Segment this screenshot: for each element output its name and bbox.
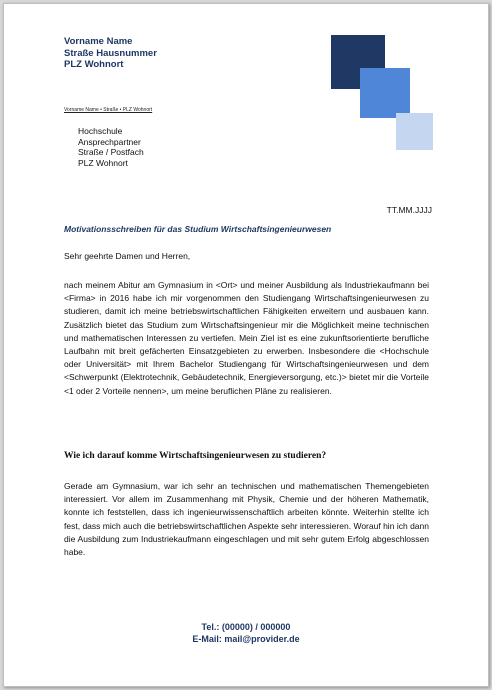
sender-name: Vorname Name [64,36,133,47]
decorative-square-light [396,113,433,150]
recipient-line-1: Hochschule [78,126,123,136]
body-paragraph-1: nach meinem Abitur am Gymnasium in <Ort> und meiner Ausbildung als Industriekaufmann bei <Firma> in 2016 habe ich mir vorgenommen den Studiengang Wirtschaftsingenieurwesen zu studieren, damit ich meine betriebswirtschaftlichen Fähigkeiten erweitern und ausbauen kann. Zusätzlich bietet das Studium zum Wirtschaftsingenieur mir die Möglichkeit meine technischen und mathematischen Interessen zu vertiefen. Mein Ziel ist es eine zukunftsorientierte berufliche Laufbahn mit breit gefächerten Einsatzgebieten zu erwerben. Insbesondere die <Hochschule oder Universität> mit Ihrem Bachelor Studiengang für Wirtschaftsingenieurwesen und dem <Schwerpunkt (Elektrotechnik, Gebäudetechnik, Energieversorgung, etc.)> bietet mir die Vorteile <1 oder 2 Vorteile nennen>, um meine beruflichen Pläne zu realisieren. [64,280,429,396]
decorative-square-medium [360,68,410,118]
footer-phone: Tel.: (00000) / 000000 [201,622,291,632]
recipient-line-2: Ansprechpartner [78,136,141,147]
sender-street: Straße Hausnummer [64,47,157,59]
return-address-line: Vorname Name • Straße • PLZ Wohnort [64,107,153,113]
letter-date: TT.MM.JJJJ [386,205,432,215]
footer-email: E-Mail: mail@provider.de [192,634,300,644]
recipient-line-3: Straße / Postfach [78,147,144,157]
body-paragraph-2: Gerade am Gymnasium, war ich sehr an technischen und mathematischen Themengebieten interessiert. Vor allem im Zusammenhang mit Physik, Chemie und der höheren Mathematik, konnte ich feststellen, dass ich ingenieurwissenschaftlich arbeiten könnte. Weiterhin stellte ich fest, dass mich auch die betriebswirtschaftlichen Aspekte sehr interessieren. Worauf hin ich dann die Ausbildung zum Industriekaufmann eingeschlagen und mit sehr gutem Erfolg abgeschlossen habe. [64,481,429,558]
recipient-line-4: PLZ Wohnort [78,157,128,168]
sender-address [64,36,157,71]
section-heading: Wie ich darauf komme Wirtschaftsingenieurwesen zu studieren? [64,451,327,461]
sender-city: PLZ Wohnort [64,59,124,70]
subject-line: Motivationsschreiben für das Studium Wirtschaftsingenieurwesen [64,224,332,234]
recipient-address [78,126,144,168]
letter-page [3,3,489,687]
salutation: Sehr geehrte Damen und Herren, [64,251,191,261]
contact-footer [4,621,488,645]
